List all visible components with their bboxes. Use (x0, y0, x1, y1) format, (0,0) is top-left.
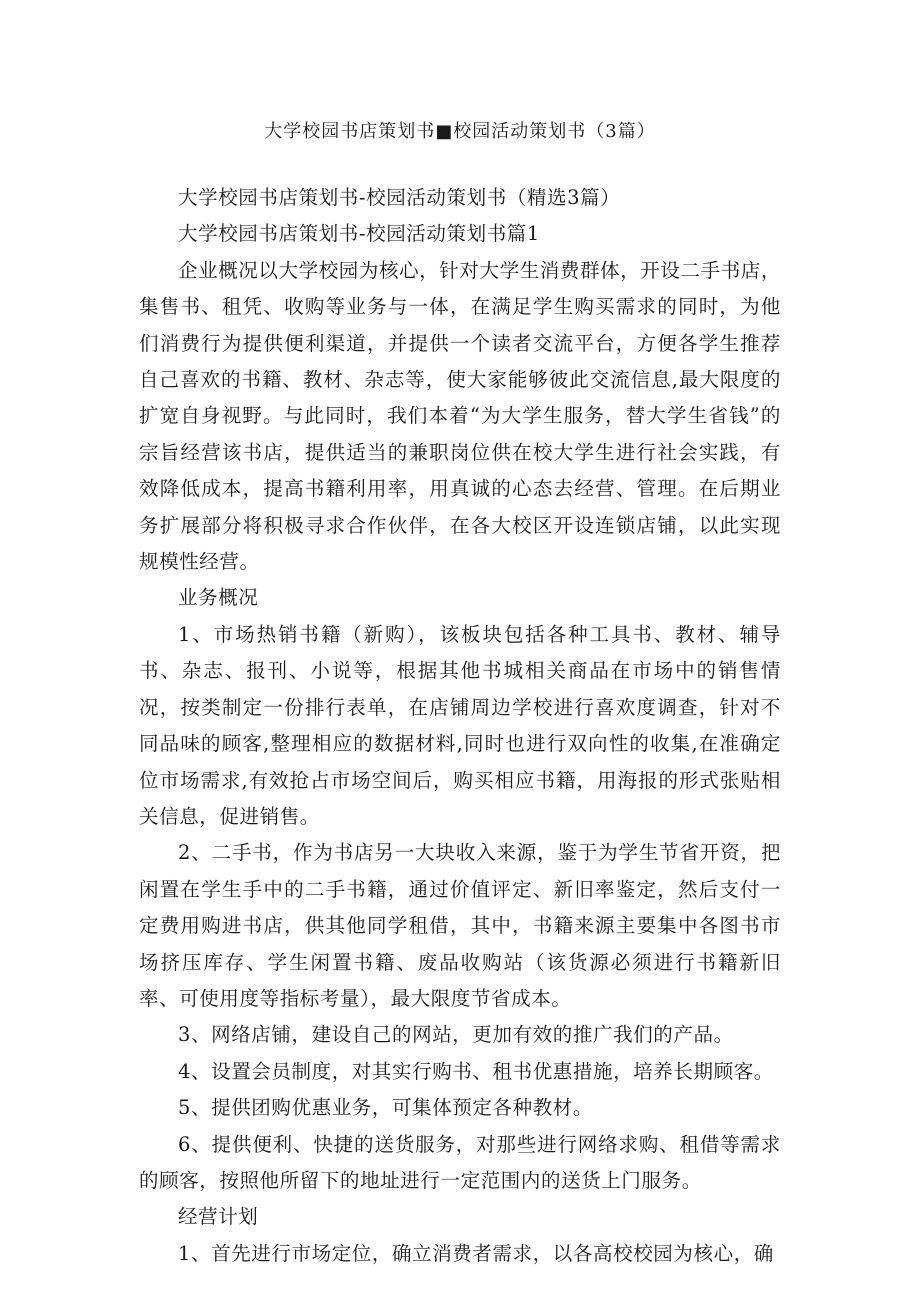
paragraph-business-1: 1、市场热销书籍（新购），该板块包括各种工具书、教材、辅导书、杂志、报刊、小说等，根据其他书城相关商品在市场中的销售情况，按类制定一份排行表单，在店铺周边学校进行喜欢度调查，针对不同品味的顾客,整理相应的数据材料,同时也进行双向性的收集,在准确定位市场需求,有效抢占市场空间后，购买相应书籍，用海报的形式张贴相关信息，促进销售。 (139, 622, 781, 828)
section-heading-business: 业务概况 (178, 586, 259, 610)
page-title: 大学校园书店策划书■校园活动策划书（3篇） (264, 121, 656, 142)
section-heading-plan: 经营计划 (178, 1205, 259, 1229)
paragraph-company-overview: 企业概况以大学校园为核心，针对大学生消费群体，开设二手书店，集售书、租凭、收购等业务与一体，在满足学生购买需求的同时，为他们消费行为提供便利渠道，并提供一个读者交流平台，方便各学生推荐自己喜欢的书籍、教材、杂志等，使大家能够彼此交流信息,最大限度的扩宽自身视野。与此同时，我们本着“为大学生服务，替大学生省钱”的宗旨经营该书店，提供适当的兼职岗位供在校大学生进行社会实践，有效降低成本，提高书籍利用率，用真诚的心态去经营、管理。在后期业务扩展部分将积极寻求合作伙伴，在各大校区开设连锁店铺，以此实现规模性经营。 (139, 258, 782, 574)
paragraph-business-5: 5、提供团购优惠业务，可集体预定各种教材。 (178, 1096, 594, 1120)
paragraph-business-6: 6、提供便利、快捷的送货服务，对那些进行网络求购、租借等需求的顾客，按照他所留下的地址进行一定范围内的送货上门服务。 (139, 1132, 781, 1192)
document-subtitle: 大学校园书店策划书-校园活动策划书（精选3篇） (178, 186, 621, 209)
paragraph-business-2: 2、二手书，作为书店另一大块收入来源，鉴于为学生节省开资，把闲置在学生手中的二手书籍，通过价值评定、新旧率鉴定，然后支付一定费用购进书店，供其他同学租借，其中，书籍来源主要集中各图书市场挤压库存、学生闲置书籍、废品收购站（该货源必须进行书籍新旧率、可使用度等指标考量），最大限度节省成本。 (139, 841, 781, 1010)
paragraph-business-3: 3、网络店铺，建设自己的网站，更加有效的推广我们的产品。 (178, 1023, 734, 1047)
document-body (139, 180, 781, 1272)
paragraph-business-4: 4、设置会员制度，对其实行购书、租书优惠措施，培养长期顾客。 (178, 1059, 774, 1083)
section-title: 大学校园书店策划书-校园活动策划书篇1 (178, 222, 540, 246)
paragraph-plan-1: 1、首先进行市场定位，确立消费者需求，以各高校校园为核心，确 (178, 1241, 774, 1265)
